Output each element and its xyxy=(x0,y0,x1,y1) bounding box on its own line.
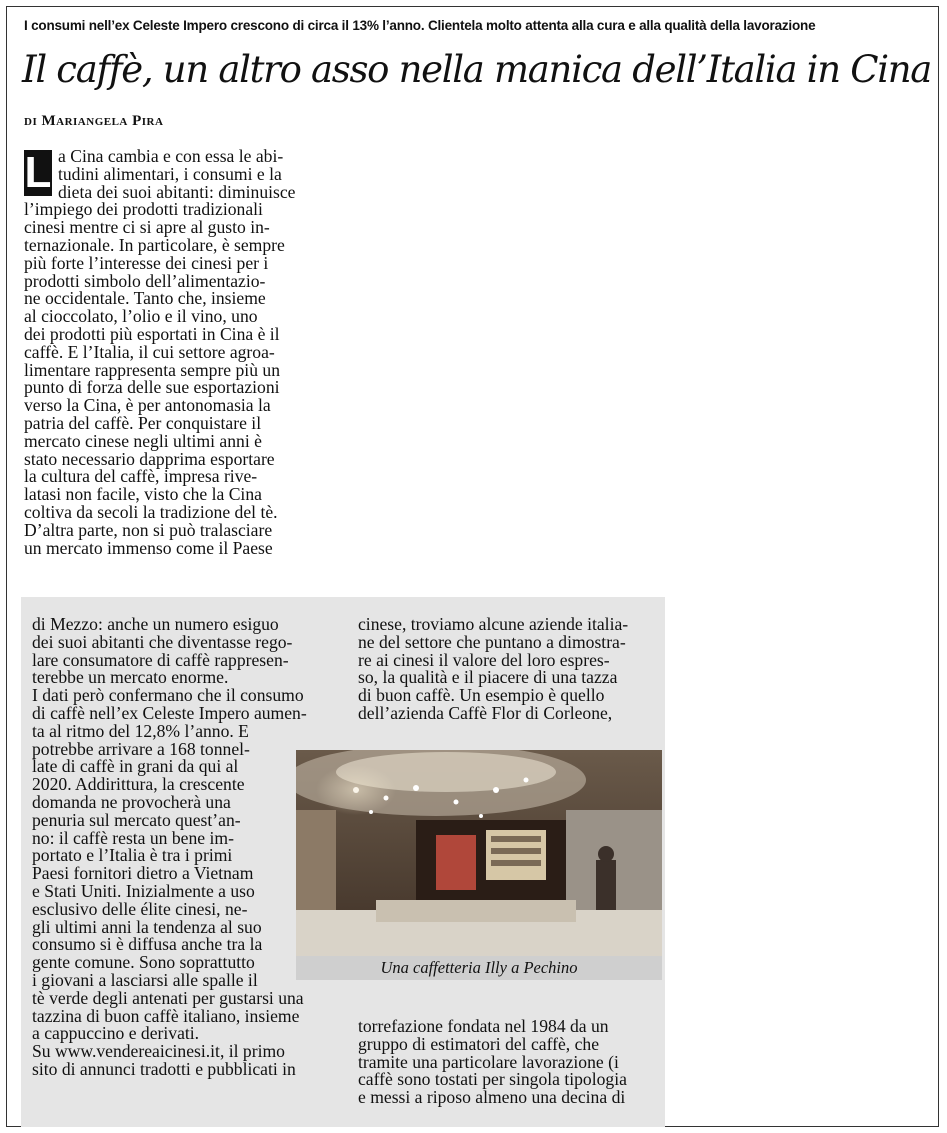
text-line: a cappuccino e derivati. xyxy=(32,1023,200,1044)
text-line: al cioccolato, l’olio e il vino, uno xyxy=(24,306,258,327)
text-line: late di caffè in grani da qui al xyxy=(32,756,239,777)
text-line: no: il caffè resta un bene im- xyxy=(32,827,234,848)
text-line: D’altra parte, non si può tralasciare xyxy=(24,519,273,540)
text-line: re ai cinesi il valore del loro espres- xyxy=(358,649,610,670)
photo-caption: Una caffetteria Illy a Pechino xyxy=(296,956,662,980)
text-line: torrefazione fondata nel 1984 da un xyxy=(358,1016,609,1036)
text-line: Su www.vendereaicinesi.it, il primo xyxy=(32,1041,285,1062)
text-line: 2020. Addirittura, la crescente xyxy=(32,774,245,795)
text-line: esclusivo delle élite cinesi, ne- xyxy=(32,898,248,919)
text-line: portato e l’Italia è tra i primi xyxy=(32,845,233,866)
text-line: punto di forza delle sue esportazioni xyxy=(24,377,280,398)
text-line: gruppo di estimatori del caffè, che xyxy=(358,1033,600,1054)
text-line: sito di annunci tradotti e pubblicati in xyxy=(32,1058,296,1079)
text-line: di caffè nell’ex Celeste Impero aumen- xyxy=(32,702,307,723)
text-line: l’impiego dei prodotti tradizionali xyxy=(24,199,263,220)
text-line: più forte l’interesse dei cinesi per i xyxy=(24,252,269,273)
text-line: coltiva da secoli la tradizione del tè. xyxy=(24,501,278,522)
text-line: latasi non facile, visto che la Cina xyxy=(24,484,262,505)
text-line: e Stati Uniti. Inizialmente a uso xyxy=(32,880,255,901)
text-line: stato necessario dapprima esportare xyxy=(24,448,275,469)
text-line: tudini alimentari, i consumi e la xyxy=(58,163,282,184)
text-line: caffè. E l’Italia, il cui settore agroa- xyxy=(24,341,275,362)
text-line: i giovani a lasciarsi alle spalle il xyxy=(32,969,258,990)
cafe-photo xyxy=(296,750,662,980)
text-line: patria del caffè. Per conquistare il xyxy=(24,412,262,433)
text-line: prodotti simbolo dell’alimentazio- xyxy=(24,270,266,291)
text-line: gli ultimi anni la tendenza al suo xyxy=(32,916,262,937)
text-line: tazzina di buon caffè italiano, insieme xyxy=(32,1005,300,1026)
text-line: verso la Cina, è per antonomasia la xyxy=(24,395,271,416)
text-line: I dati però confermano che il consumo xyxy=(32,685,304,706)
text-line: di buon caffè. Un esempio è quello xyxy=(358,685,605,706)
text-line: dell’azienda Caffè Flor di Corleone, xyxy=(358,702,613,723)
text-line: di Mezzo: anche un numero esiguo xyxy=(32,614,279,634)
article-column-3 xyxy=(358,616,663,723)
text-line: potrebbe arrivare a 168 tonnel- xyxy=(32,738,250,759)
drop-cap: L xyxy=(24,148,52,197)
text-line: la cultura del caffè, impresa rive- xyxy=(24,466,258,487)
text-line: mercato cinese negli ultimi anni è xyxy=(24,430,262,451)
byline: di Mariangela Pira xyxy=(24,113,164,129)
text-line: penuria sul mercato quest’an- xyxy=(32,809,241,830)
text-line: ta al ritmo del 12,8% l’anno. E xyxy=(32,720,249,741)
text-line: Paesi fornitori dietro a Vietnam xyxy=(32,863,254,884)
article-column-4 xyxy=(358,1018,663,1107)
text-line: lare consumatore di caffè rappresen- xyxy=(32,649,289,670)
text-line: dei prodotti più esportati in Cina è il xyxy=(24,323,280,344)
text-line: terebbe un mercato enorme. xyxy=(32,667,229,688)
cafe-photo-image xyxy=(296,750,662,980)
text-line: tè verde degli antenati per gustarsi una xyxy=(32,987,304,1008)
text-line: gente comune. Sono soprattutto xyxy=(32,952,255,973)
text-line: ternazionale. In particolare, è sempre xyxy=(24,234,285,255)
text-line: consumo si è diffusa anche tra la xyxy=(32,934,263,955)
text-line: un mercato immenso come il Paese xyxy=(24,537,273,558)
text-line: tramite una particolare lavorazione (i xyxy=(358,1051,619,1072)
text-line: ne occidentale. Tanto che, insieme xyxy=(24,288,266,309)
text-line: cinesi mentre ci si apre al gusto in- xyxy=(24,217,270,238)
text-line: dei suoi abitanti che diventasse rego- xyxy=(32,631,293,652)
kicker: I consumi nell’ex Celeste Impero crescono di circa il 13% l’anno. Clientela molto attenta alla cura e alla qualità della lavorazione xyxy=(24,18,816,33)
headline: Il caffè, un altro asso nella manica dell’Italia in Cina xyxy=(22,48,932,91)
text-line: so, la qualità e il piacere di una tazza xyxy=(358,667,618,688)
text-line: domanda ne provocherà una xyxy=(32,791,231,812)
text-line: e messi a riposo almeno una decina di xyxy=(358,1087,626,1108)
text-line: limentare rappresenta sempre più un xyxy=(24,359,280,380)
text-line: cinese, troviamo alcune aziende italia- xyxy=(358,614,629,634)
article-column-1 xyxy=(24,148,342,557)
text-line: dieta dei suoi abitanti: diminuisce xyxy=(58,181,296,202)
text-line: ne del settore che puntano a dimostra- xyxy=(358,631,626,652)
text-line: a Cina cambia e con essa le abi- xyxy=(58,146,284,166)
text-line: caffè sono tostati per singola tipologia xyxy=(358,1069,627,1090)
